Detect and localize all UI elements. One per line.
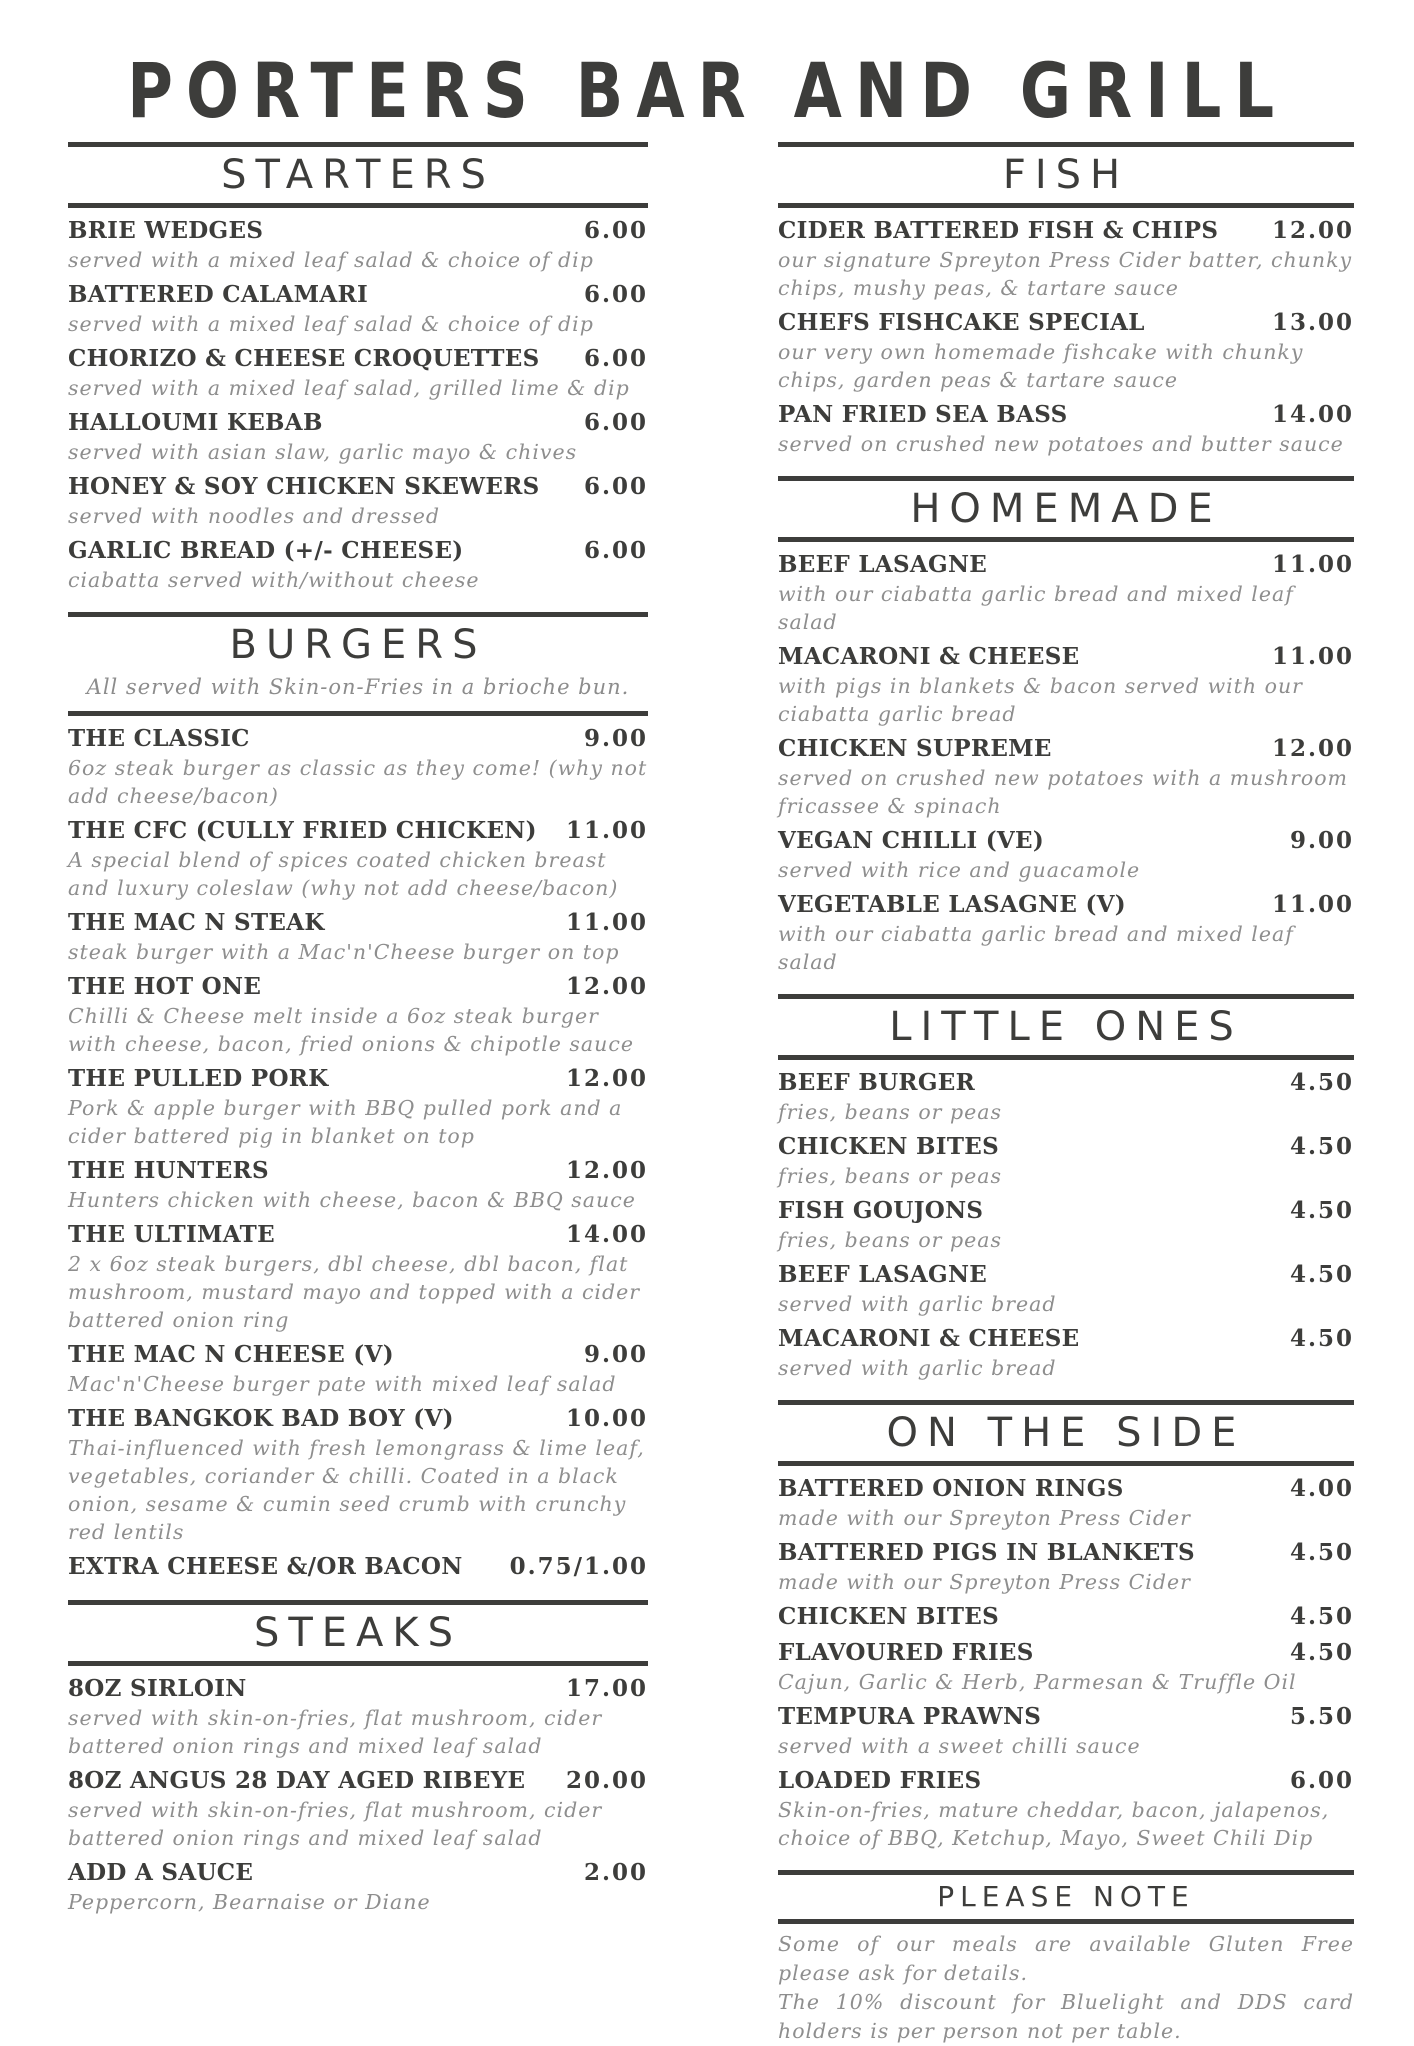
section-heading: HOMEMADE	[910, 486, 1222, 532]
item-price: 9.00	[1289, 827, 1354, 854]
section-note: All served with Skin-on-Fries in a brioche bun.	[86, 675, 630, 699]
item-name: BEEF LASAGNE	[778, 551, 988, 578]
item-name: BEEF LASAGNE	[778, 1261, 988, 1288]
item-description: Peppercorn, Bearnaise or Diane	[68, 1890, 431, 1914]
menu-item	[68, 1674, 648, 1760]
burgers-section	[68, 612, 648, 1600]
item-name: FISH GOUJONS	[778, 1197, 984, 1224]
item-description: fries, beans or peas	[778, 1164, 1002, 1188]
fish-section	[778, 142, 1354, 476]
menu-item-row	[778, 1474, 1354, 1504]
menu-item-row	[68, 1064, 648, 1094]
menu-item-list	[778, 1060, 1354, 1400]
menu-item-row	[778, 826, 1354, 856]
item-description: served with garlic bread	[778, 1292, 1057, 1316]
item-price: 11.00	[1271, 551, 1354, 578]
item-description: Hunters chicken with cheese, bacon & BBQ sauce	[68, 1188, 636, 1212]
menu-item	[68, 1064, 648, 1150]
item-price: 10.00	[565, 1405, 648, 1432]
menu-item-row	[778, 734, 1354, 764]
item-name: CHEFS FISHCAKE SPECIAL	[778, 309, 1145, 336]
menu-item-row	[778, 642, 1354, 672]
item-price: 4.50	[1289, 1069, 1354, 1096]
item-price: 6.00	[583, 409, 648, 436]
item-price: 9.00	[583, 725, 648, 752]
item-name: CHICKEN BITES	[778, 1133, 1000, 1160]
item-price: 14.00	[1271, 401, 1354, 428]
menu-item	[68, 724, 648, 810]
item-description: served with asian slaw, garlic mayo & chives	[68, 440, 578, 464]
menu-item-row	[68, 536, 648, 566]
item-description: made with our Spreyton Press Cider	[778, 1570, 1191, 1594]
menu-item	[778, 1474, 1354, 1532]
item-description: served with skin-on-fries, flat mushroom, cider battered onion rings and mixed leaf salad	[68, 1706, 603, 1758]
section-heading: BURGERS	[229, 622, 487, 668]
item-price: 14.00	[565, 1221, 648, 1248]
menu-item-list	[68, 208, 648, 612]
item-price: 11.00	[565, 817, 648, 844]
item-name: THE MAC N STEAK	[68, 909, 325, 936]
menu-item-row	[778, 1324, 1354, 1354]
menu-item	[68, 280, 648, 338]
menu-item	[68, 1552, 648, 1582]
item-description: our signature Spreyton Press Cider batter, chunky chips, mushy peas, & tartare sauce	[778, 248, 1353, 300]
item-name: BATTERED PIGS IN BLANKETS	[778, 1539, 1195, 1566]
item-name: THE CLASSIC	[68, 725, 250, 752]
menu-item-row	[68, 344, 648, 374]
menu-item	[68, 1766, 648, 1852]
menu-item-row	[68, 724, 648, 754]
item-price: 4.50	[1289, 1603, 1354, 1630]
menu-item-row	[68, 1766, 648, 1796]
item-name: THE MAC N CHEESE (V)	[68, 1341, 394, 1368]
item-description: Thai-influenced with fresh lemongrass & lime leaf, vegetables, coriander & chilli. Coated in a black onion, sesame & cumin seed crumb with crunchy red lentils	[68, 1436, 645, 1544]
menu-item	[778, 1260, 1354, 1318]
menu-item-row	[68, 1552, 648, 1582]
menu-item	[68, 1340, 648, 1398]
menu-item	[68, 1220, 648, 1334]
note-line: Some of our meals are available Gluten Free please ask for details.	[778, 1932, 1354, 1985]
menu-item-row	[68, 1674, 648, 1704]
item-price: 6.00	[583, 281, 648, 308]
item-name: BRIE WEDGES	[68, 217, 264, 244]
menu-item	[778, 1702, 1354, 1760]
menu-item	[778, 890, 1354, 976]
item-description: fries, beans or peas	[778, 1100, 1002, 1124]
section-heading: PLEASE NOTE	[937, 1880, 1195, 1913]
menu-item-row	[778, 1638, 1354, 1668]
steaks-section	[68, 1600, 648, 1934]
menu-item	[778, 308, 1354, 394]
menu-item	[68, 408, 648, 466]
menu-item	[68, 536, 648, 594]
item-description: Chilli & Cheese melt inside a 6oz steak burger with cheese, bacon, fried onions & chipotle sauce	[68, 1004, 634, 1056]
menu-item-list	[68, 716, 648, 1600]
menu-item-row	[68, 1156, 648, 1186]
menu-item-row	[68, 1404, 648, 1434]
item-price: 6.00	[583, 217, 648, 244]
menu-item-row	[778, 1196, 1354, 1226]
item-description: served with garlic bread	[778, 1356, 1057, 1380]
menu-item	[778, 1638, 1354, 1696]
item-description: Pork & apple burger with BBQ pulled pork and a cider battered pig in blanket on top	[68, 1096, 623, 1148]
item-name: CHORIZO & CHEESE CROQUETTES	[68, 345, 540, 372]
item-name: EXTRA CHEESE &/OR BACON	[68, 1553, 463, 1580]
menu-item-row	[778, 1132, 1354, 1162]
item-price: 12.00	[1271, 217, 1354, 244]
item-name: CHICKEN SUPREME	[778, 735, 1052, 762]
item-name: THE HOT ONE	[68, 973, 262, 1000]
item-description: served on crushed new potatoes and butter sauce	[778, 432, 1344, 456]
menu-item	[68, 344, 648, 402]
item-name: THE BANGKOK BAD BOY (V)	[68, 1405, 454, 1432]
menu-item-row	[778, 1068, 1354, 1098]
item-price: 11.00	[565, 909, 648, 936]
menu-item	[778, 1132, 1354, 1190]
item-name: THE ULTIMATE	[68, 1221, 275, 1248]
menu-item	[68, 816, 648, 902]
menu-item-row	[778, 1766, 1354, 1796]
item-name: PAN FRIED SEA BASS	[778, 401, 1068, 428]
item-name: TEMPURA PRAWNS	[778, 1703, 1042, 1730]
menu-item-row	[68, 1858, 648, 1888]
please-note-section	[778, 1870, 1354, 2046]
menu-item-row	[778, 400, 1354, 430]
menu-item	[778, 400, 1354, 458]
item-price: 20.00	[565, 1767, 648, 1794]
note-text	[778, 1924, 1354, 2046]
menu-item-row	[68, 408, 648, 438]
note-line: The 10% discount for Bluelight and DDS card holders is per person not per table.	[778, 1990, 1354, 2043]
item-price: 6.00	[583, 537, 648, 564]
item-description: served with skin-on-fries, flat mushroom, cider battered onion rings and mixed leaf salad	[68, 1798, 603, 1850]
menu-title: PORTERS BAR AND GRILL	[127, 46, 1288, 135]
menu-item-row	[68, 816, 648, 846]
section-heading: FISH	[1002, 152, 1130, 198]
menu-item-row	[778, 890, 1354, 920]
item-price: 4.50	[1289, 1539, 1354, 1566]
menu-item-row	[778, 216, 1354, 246]
item-description: Cajun, Garlic & Herb, Parmesan & Truffle Oil	[778, 1670, 1297, 1694]
menu-item	[778, 1602, 1354, 1632]
item-description: with our ciabatta garlic bread and mixed leaf salad	[778, 922, 1294, 974]
item-description: served on crushed new potatoes with a mushroom fricassee & spinach	[778, 766, 1349, 818]
homemade-section	[778, 476, 1354, 994]
item-price: 4.50	[1289, 1639, 1354, 1666]
item-price: 4.50	[1289, 1325, 1354, 1352]
menu-item-list	[778, 1466, 1354, 1870]
item-description: made with our Spreyton Press Cider	[778, 1506, 1191, 1530]
right-column	[778, 142, 1354, 2046]
menu-item-row	[778, 308, 1354, 338]
item-description: served with a mixed leaf salad & choice of dip	[68, 312, 594, 336]
menu-item-row	[778, 1702, 1354, 1732]
item-description: A special blend of spices coated chicken breast and luxury coleslaw (why not add cheese/bacon)	[68, 848, 619, 900]
item-name: VEGETABLE LASAGNE (V)	[778, 891, 1126, 918]
item-price: 12.00	[565, 973, 648, 1000]
section-heading: LITTLE ONES	[889, 1004, 1243, 1050]
item-name: THE PULLED PORK	[68, 1065, 329, 1092]
item-name: MACARONI & CHEESE	[778, 643, 1080, 670]
menu-item	[68, 972, 648, 1058]
on-the-side-section	[778, 1400, 1354, 1870]
item-name: GARLIC BREAD (+/- CHEESE)	[68, 537, 464, 564]
item-price: 2.00	[583, 1859, 648, 1886]
section-heading: STEAKS	[253, 1610, 463, 1656]
item-price: 13.00	[1271, 309, 1354, 336]
menu-item	[778, 826, 1354, 884]
item-price: 9.00	[583, 1341, 648, 1368]
item-name: THE CFC (CULLY FRIED CHICKEN)	[68, 817, 537, 844]
item-price: 6.00	[1289, 1767, 1354, 1794]
menu-item-list	[778, 208, 1354, 476]
item-price: 12.00	[1271, 735, 1354, 762]
item-price: 6.00	[583, 345, 648, 372]
little-ones-section	[778, 994, 1354, 1400]
section-heading: ON THE SIDE	[886, 1410, 1246, 1456]
item-description: served with a sweet chilli sauce	[778, 1734, 1141, 1758]
item-price: 12.00	[565, 1157, 648, 1184]
menu-item-row	[68, 280, 648, 310]
menu-item	[778, 1068, 1354, 1126]
menu-item-row	[68, 972, 648, 1002]
item-description: served with a mixed leaf salad, grilled lime & dip	[68, 376, 630, 400]
item-description: 6oz steak burger as classic as they come! (why not add cheese/bacon)	[68, 756, 648, 808]
item-name: MACARONI & CHEESE	[778, 1325, 1080, 1352]
menu-item	[778, 550, 1354, 636]
item-price: 5.50	[1289, 1703, 1354, 1730]
item-price: 4.50	[1289, 1197, 1354, 1224]
menu-item	[778, 1324, 1354, 1382]
menu-item-row	[68, 1220, 648, 1250]
item-price: 12.00	[565, 1065, 648, 1092]
item-description: our very own homemade fishcake with chunky chips, garden peas & tartare sauce	[778, 340, 1304, 392]
item-name: FLAVOURED FRIES	[778, 1639, 1034, 1666]
menu-item	[778, 1196, 1354, 1254]
menu-item	[68, 216, 648, 274]
section-heading: STARTERS	[221, 152, 495, 198]
item-description: with pigs in blankets & bacon served with our ciabatta garlic bread	[778, 674, 1303, 726]
item-description: steak burger with a Mac'n'Cheese burger on top	[68, 940, 620, 964]
menu-item	[68, 1156, 648, 1214]
item-description: served with rice and guacamole	[778, 858, 1141, 882]
item-price: 11.00	[1271, 891, 1354, 918]
item-name: 8OZ SIRLOIN	[68, 1675, 247, 1702]
left-column	[68, 142, 648, 1934]
item-price: 6.00	[583, 473, 648, 500]
item-name: BEEF BURGER	[778, 1069, 976, 1096]
item-name: BATTERED CALAMARI	[68, 281, 369, 308]
menu-item-row	[778, 1260, 1354, 1290]
menu-item-list	[68, 1666, 648, 1934]
menu-item-row	[68, 908, 648, 938]
menu-item	[778, 216, 1354, 302]
item-name: LOADED FRIES	[778, 1767, 982, 1794]
menu-item-list	[778, 542, 1354, 994]
item-name: ADD A SAUCE	[68, 1859, 254, 1886]
item-price: 4.00	[1289, 1475, 1354, 1502]
item-name: CIDER BATTERED FISH & CHIPS	[778, 217, 1219, 244]
menu-item-row	[778, 1538, 1354, 1568]
item-description: Mac'n'Cheese burger pate with mixed leaf salad	[68, 1372, 617, 1396]
menu-item-row	[778, 550, 1354, 580]
menu-item	[778, 1766, 1354, 1852]
menu-item	[68, 472, 648, 530]
item-name: THE HUNTERS	[68, 1157, 269, 1184]
menu-item	[778, 642, 1354, 728]
item-price: 4.50	[1289, 1133, 1354, 1160]
item-name: HONEY & SOY CHICKEN SKEWERS	[68, 473, 540, 500]
item-name: CHICKEN BITES	[778, 1603, 1000, 1630]
item-description: Skin-on-fries, mature cheddar, bacon, jalapenos, choice of BBQ, Ketchup, Mayo, Sweet Chili Dip	[778, 1798, 1330, 1850]
menu-item	[68, 1404, 648, 1546]
menu-item-row	[68, 472, 648, 502]
item-price: 11.00	[1271, 643, 1354, 670]
menu-item	[778, 1538, 1354, 1596]
menu-item-row	[778, 1602, 1354, 1632]
item-name: BATTERED ONION RINGS	[778, 1475, 1124, 1502]
item-description: served with noodles and dressed	[68, 504, 441, 528]
item-description: served with a mixed leaf salad & choice of dip	[68, 248, 594, 272]
menu-item-row	[68, 216, 648, 246]
item-description: 2 x 6oz steak burgers, dbl cheese, dbl bacon, flat mushroom, mustard mayo and topped with a cider battered onion ring	[68, 1252, 641, 1332]
menu-item-row	[68, 1340, 648, 1370]
item-price: 4.50	[1289, 1261, 1354, 1288]
item-price: 17.00	[565, 1675, 648, 1702]
item-price: 0.75/1.00	[509, 1553, 648, 1580]
menu-item	[68, 1858, 648, 1916]
item-name: 8OZ ANGUS 28 DAY AGED RIBEYE	[68, 1767, 526, 1794]
item-name: VEGAN CHILLI (VE)	[778, 827, 1045, 854]
item-description: ciabatta served with/without cheese	[68, 568, 480, 592]
starters-section	[68, 142, 648, 612]
menu-item	[778, 734, 1354, 820]
item-description: fries, beans or peas	[778, 1228, 1002, 1252]
menu-item	[68, 908, 648, 966]
item-description: with our ciabatta garlic bread and mixed leaf salad	[778, 582, 1294, 634]
item-name: HALLOUMI KEBAB	[68, 409, 323, 436]
